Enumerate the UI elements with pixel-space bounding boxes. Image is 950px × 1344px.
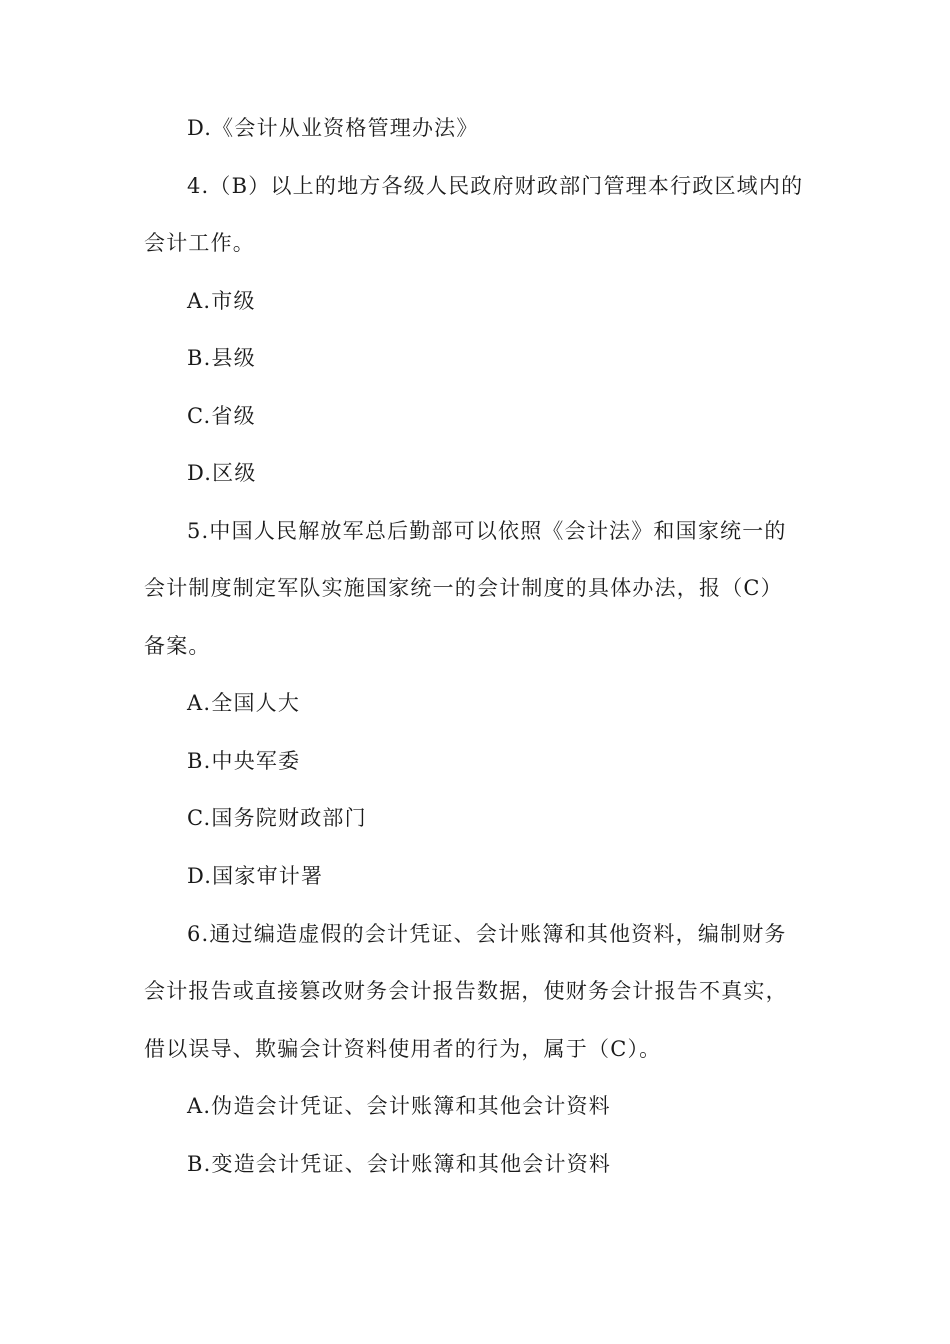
option-6b: B.变造会计凭证、会计账簿和其他会计资料: [187, 1152, 612, 1176]
option-5c: C.国务院财政部门: [187, 806, 367, 830]
option-6a: A.伪造会计凭证、会计账簿和其他会计资料: [187, 1094, 611, 1118]
option-5a: A.全国人大: [187, 691, 301, 715]
question-5-stem-cont-2: 备案。: [144, 634, 211, 658]
option-5b: B.中央军委: [187, 749, 301, 773]
question-6-stem-cont-1: 会计报告或直接篡改财务会计报告数据，使财务会计报告不真实，: [144, 979, 788, 1003]
option-4a: A.市级: [187, 289, 256, 313]
option-4c: C.省级: [187, 404, 256, 428]
option-5d: D.国家审计署: [187, 864, 324, 888]
option-4d: D.区级: [187, 461, 257, 485]
question-5-stem: 5.中国人民解放军总后勤部可以依照《会计法》和国家统一的: [187, 519, 787, 543]
question-6-stem: 6.通过编造虚假的会计凭证、会计账簿和其他资料，编制财务: [187, 922, 787, 946]
option-3d: D.《会计从业资格管理办法》: [187, 116, 479, 140]
question-6-stem-cont-2: 借以误导、欺骗会计资料使用者的行为，属于（C）。: [144, 1037, 662, 1061]
option-4b: B.县级: [187, 346, 256, 370]
question-5-stem-cont-1: 会计制度制定军队实施国家统一的会计制度的具体办法，报（C）: [144, 576, 783, 600]
question-4-stem: 4.（B）以上的地方各级人民政府财政部门管理本行政区域内的: [187, 174, 804, 198]
question-4-stem-cont: 会计工作。: [144, 231, 255, 255]
